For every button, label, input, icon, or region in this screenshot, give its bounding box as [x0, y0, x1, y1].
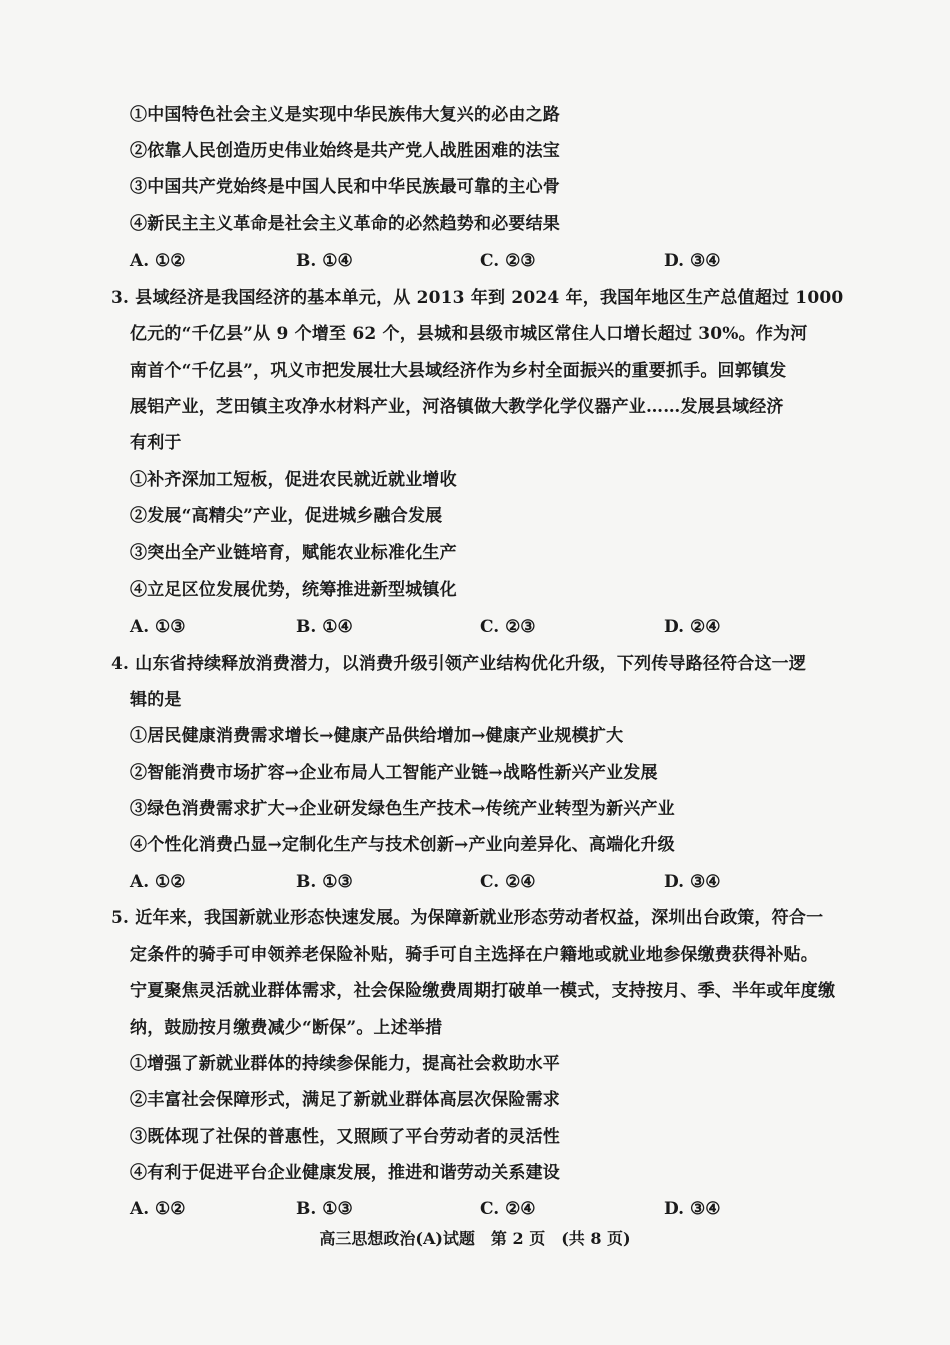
q2-statement-4: ④新民主主义革命是社会主义革命的必然趋势和必要结果	[130, 214, 560, 234]
q3-stem-line-1: 3. 县域经济是我国经济的基本单元，从 2013 年到 2024 年，我国年地区生产总值超过 1000	[111, 288, 844, 308]
q5-statement-2: ②丰富社会保障形式，满足了新就业群体高层次保险需求	[130, 1090, 560, 1110]
q5-stem-line-2: 定条件的骑手可申领养老保险补贴，骑手可自主选择在户籍地或就业地参保缴费获得补贴。	[130, 945, 818, 965]
q3-statement-2: ②发展“高精尖”产业，促进城乡融合发展	[130, 506, 443, 526]
q5-stem-line-1: 5. 近年来，我国新就业形态快速发展。为保障新就业形态劳动者权益，深圳出台政策，符合一	[111, 908, 824, 928]
q2-option-c: C. ②③	[480, 251, 536, 271]
q3-statement-4: ④立足区位发展优势，统筹推进新型城镇化	[130, 580, 457, 600]
q5-stem-line-4: 纳，鼓励按月缴费减少“断保”。上述举措	[130, 1018, 443, 1038]
q3-stem-line-2: 亿元的“千亿县”从 9 个增至 62 个，县城和县级市城区常住人口增长超过 30%。作为河	[130, 324, 808, 344]
q5-statement-4: ④有利于促进平台企业健康发展，推进和谐劳动关系建设	[130, 1163, 560, 1183]
q3-option-b: B. ①④	[296, 617, 353, 637]
q4-stem-line-2: 辑的是	[130, 690, 182, 710]
q3-option-a: A. ①③	[130, 617, 186, 637]
q4-option-b: B. ①③	[296, 872, 353, 892]
q5-stem-line-3: 宁夏聚焦灵活就业群体需求，社会保险缴费周期打破单一模式，支持按月、季、半年或年度缴	[130, 981, 836, 1001]
q2-option-b: B. ①④	[296, 251, 353, 271]
q2-statement-1: ①中国特色社会主义是实现中华民族伟大复兴的必由之路	[130, 105, 560, 125]
q3-option-d: D. ②④	[664, 617, 721, 637]
q5-option-b: B. ①③	[296, 1199, 353, 1219]
q4-option-d: D. ③④	[664, 872, 721, 892]
q4-statement-1: ①居民健康消费需求增长→健康产品供给增加→健康产业规模扩大	[130, 726, 624, 746]
q2-statement-3: ③中国共产党始终是中国人民和中华民族最可靠的主心骨	[130, 177, 560, 197]
q2-statement-2: ②依靠人民创造历史伟业始终是共产党人战胜困难的法宝	[130, 141, 560, 161]
q5-option-a: A. ①②	[130, 1199, 186, 1219]
q4-option-c: C. ②④	[480, 872, 536, 892]
q4-statement-3: ③绿色消费需求扩大→企业研发绿色生产技术→传统产业转型为新兴产业	[130, 799, 675, 819]
page-footer: 高三思想政治(A)试题 第 2 页 (共 8 页)	[319, 1229, 631, 1248]
q5-option-c: C. ②④	[480, 1199, 536, 1219]
q4-option-a: A. ①②	[130, 872, 186, 892]
q2-option-a: A. ①②	[130, 251, 186, 271]
q3-option-c: C. ②③	[480, 617, 536, 637]
q3-statement-3: ③突出全产业链培育，赋能农业标准化生产	[130, 543, 457, 563]
q5-statement-3: ③既体现了社保的普惠性，又照顾了平台劳动者的灵活性	[130, 1127, 560, 1147]
q4-statement-2: ②智能消费市场扩容→企业布局人工智能产业链→战略性新兴产业发展	[130, 763, 658, 783]
q3-statement-1: ①补齐深加工短板，促进农民就近就业增收	[130, 470, 457, 490]
q3-stem-line-3: 南首个“千亿县”，巩义市把发展壮大县域经济作为乡村全面振兴的重要抓手。回郭镇发	[130, 361, 787, 381]
q2-option-d: D. ③④	[664, 251, 721, 271]
q5-statement-1: ①增强了新就业群体的持续参保能力，提高社会救助水平	[130, 1054, 560, 1074]
q4-statement-4: ④个性化消费凸显→定制化生产与技术创新→产业向差异化、高端化升级	[130, 835, 675, 855]
q5-option-d: D. ③④	[664, 1199, 721, 1219]
q3-stem-line-4: 展铝产业，芝田镇主攻净水材料产业，河洛镇做大教学化学仪器产业……发展县域经济	[130, 397, 784, 417]
q4-stem-line-1: 4. 山东省持续释放消费潜力，以消费升级引领产业结构优化升级，下列传导路径符合这一逻	[111, 654, 807, 674]
q3-stem-line-5: 有利于	[130, 433, 182, 453]
